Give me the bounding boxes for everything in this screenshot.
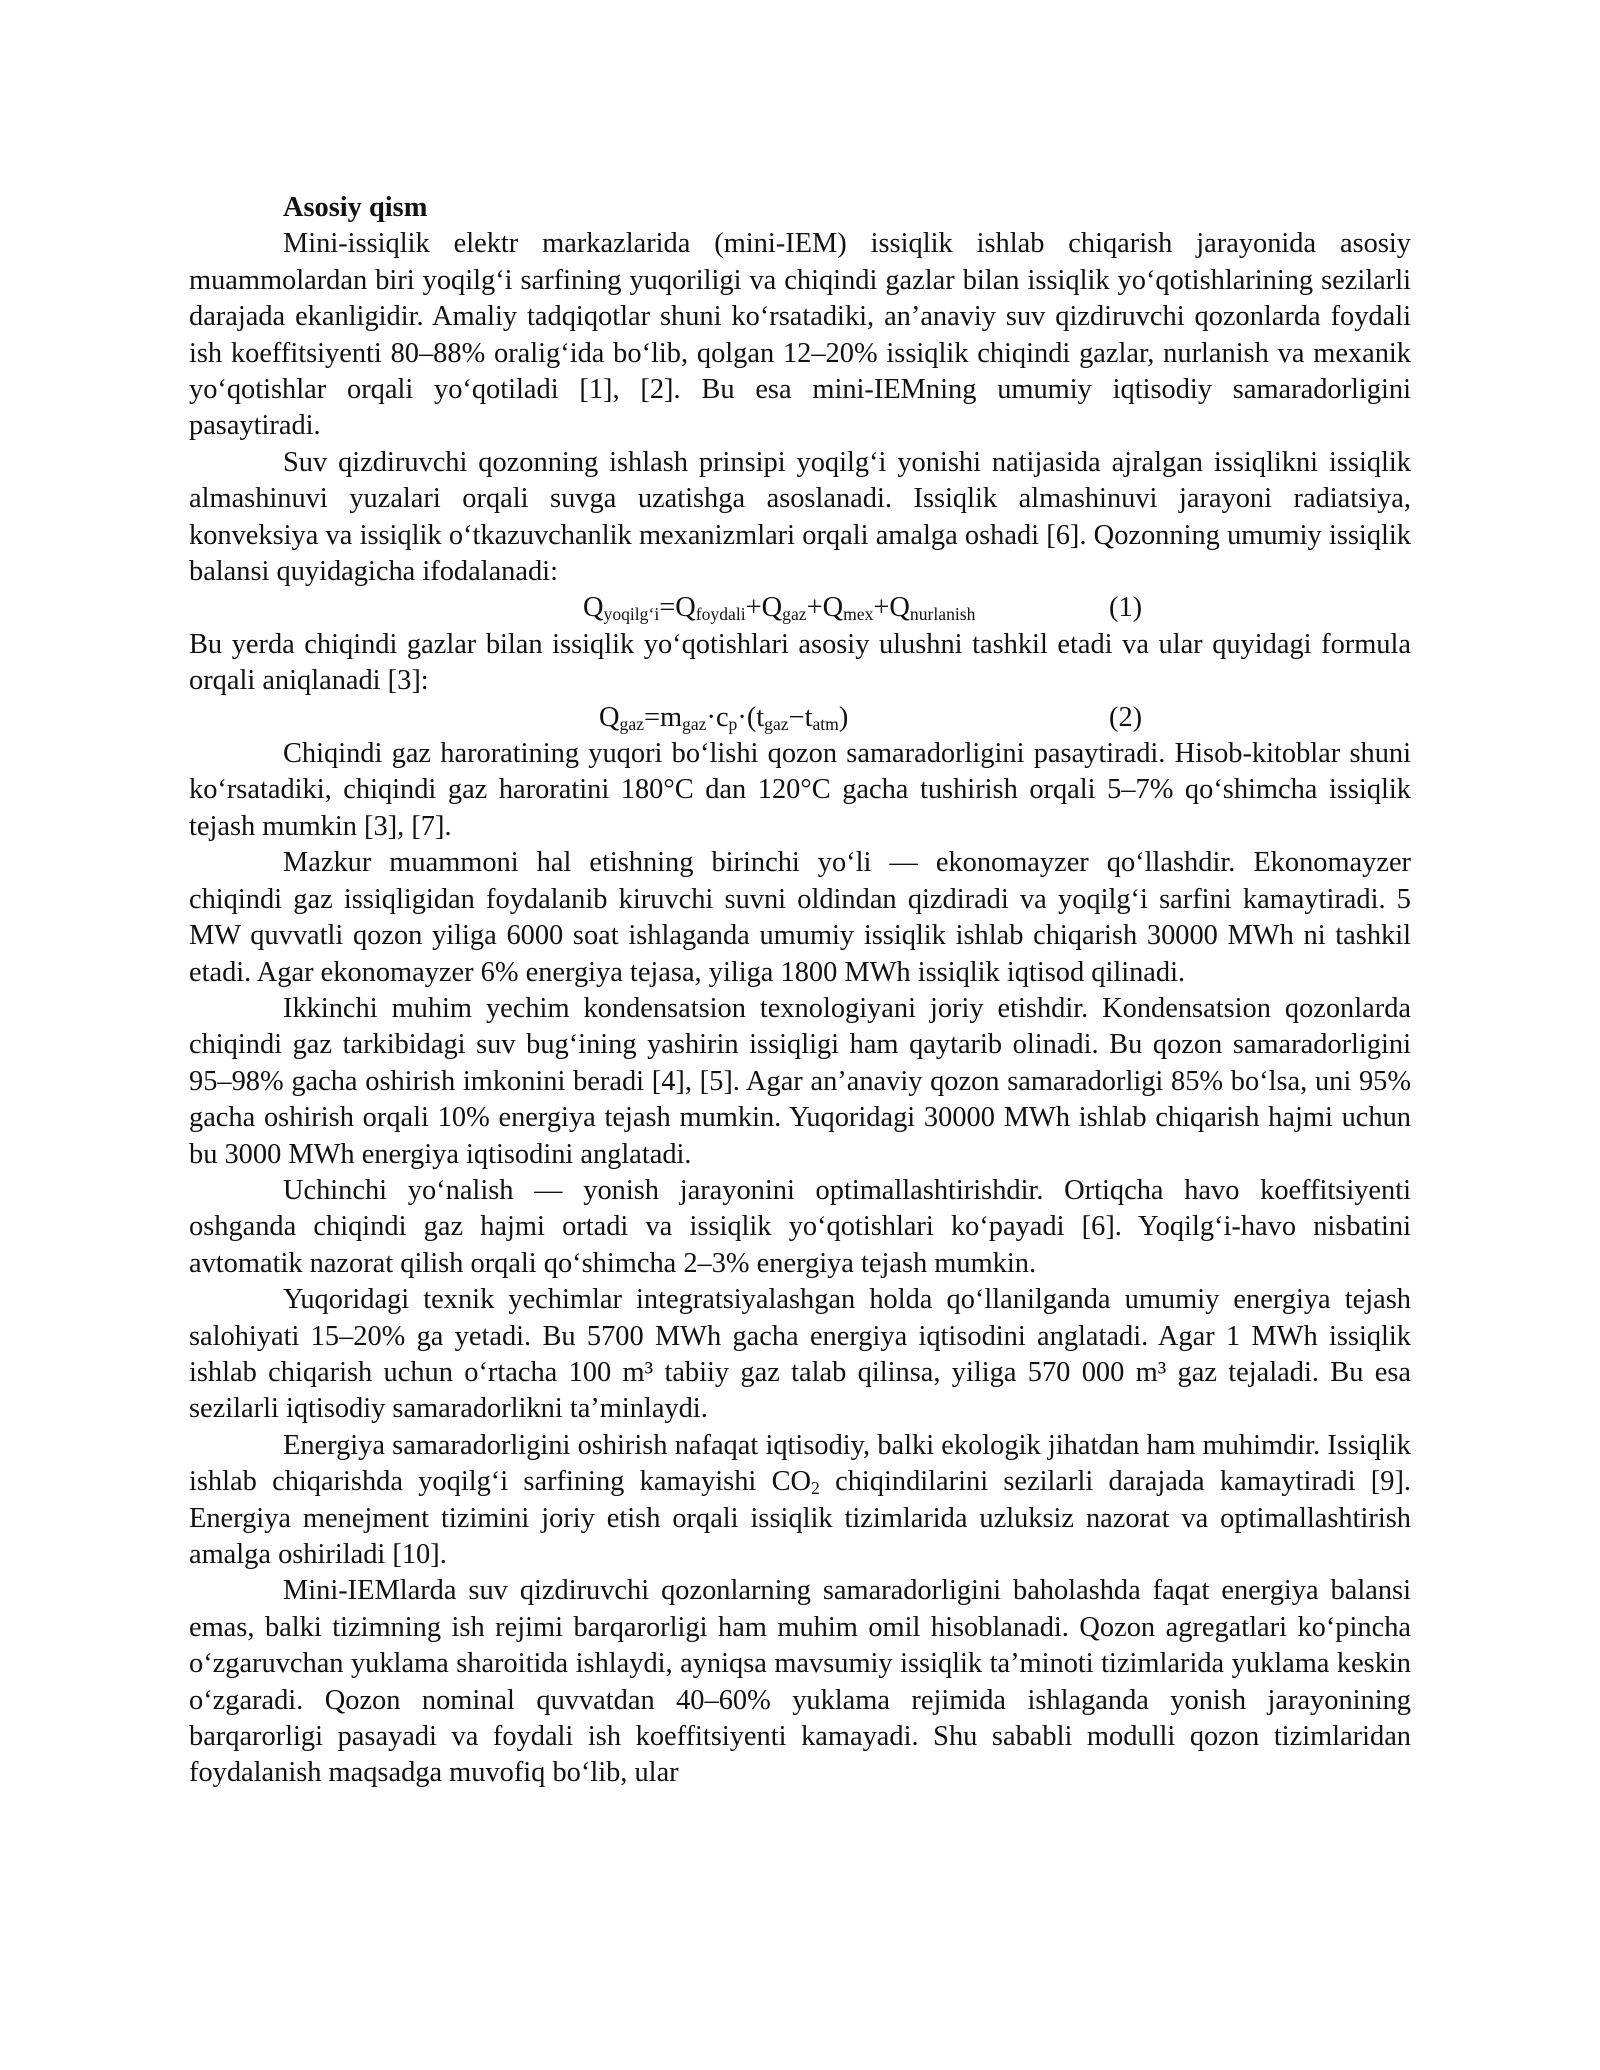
paragraph-integrated-savings: Yuqoridagi texnik yechimlar integratsiyalashgan holda qo‘llanilganda umumiy energiya tejash salohiyati 15–20% ga yetadi. Bu 5700 MWh gacha energiya iqtisodini anglatadi. Agar 1 MWh issiqlik ishlab chiqarish uchun o‘rtacha 100 m³ tabiiy gaz talab qilinsa, yiliga 570 000 m³ gaz tejaladi. Bu esa sezilarli iqtisodiy samaradorlikni ta’minlaydi. (189, 1284, 1411, 1425)
paragraph-combustion-optimization: Uchinchi yo‘nalish — yonish jarayonini optimallashtirishdir. Ortiqcha havo koeffitsiyenti oshganda chiqindi gaz hajmi ortadi va issiqlik yo‘qotishlari ko‘payadi [6]. Yoqilg‘i-havo nisbatini avtomatik nazorat qilish orqali qo‘shimcha 2–3% energiya tejash mumkin. (189, 1174, 1411, 1279)
formula-heat-balance (189, 590, 1411, 626)
formula-flue-gas-number: (2) (1109, 701, 1143, 733)
paragraph-intro: Mini-issiqlik elektr markazlarida (mini-IEM) issiqlik ishlab chiqarish jarayonida asosiy muammolardan biri yoqilg‘i sarfining yuqoriligi va chiqindi gazlar bilan issiqlik yo‘qotishlarining sezilarli darajada ekanligidir. Amaliy tadqiqotlar shuni ko‘rsatadiki, an’anaviy suv qizdiruvchi qozonlarda foydali ish koeffitsiyenti 80–88% oralig‘ida bo‘lib, qolgan 12–20% issiqlik chiqindi gazlar, nurlanish va mexanik yo‘qotishlar orqali yo‘qotiladi [1], [2]. Bu esa mini-IEMning umumiy iqtisodiy samaradorligini pasaytiradi. (189, 228, 1411, 442)
paragraph-flue-gas-losses: Bu yerda chiqindi gazlar bilan issiqlik yo‘qotishlari asosiy ulushni tashkil etadi va ular quyidagi formula orqali aniqlanadi [3]: (189, 628, 1411, 697)
section-heading: Asosiy qism (283, 192, 428, 223)
paragraph-boiler-principle: Suv qizdiruvchi qozonning ishlash prinsipi yoqilg‘i yonishi natijasida ajralgan issiqlikni issiqlik almashinuvi yuzalari orqali suvga uzatishga asoslanadi. Issiqlik almashinuvi jarayoni radiatsiya, konveksiya va issiqlik o‘tkazuvchanlik mexanizmlari orqali amalga oshadi [6]. Qozonning umumiy issiqlik balansi quyidagicha ifodalanadi: (189, 446, 1411, 588)
paragraph-flue-gas-temperature: Chiqindi gaz haroratining yuqori bo‘lishi qozon samaradorligini pasaytiradi. Hisob-kitoblar shuni ko‘rsatadiki, chiqindi gaz haroratini 180°C dan 120°C gacha tushirish orqali 5–7% qo‘shimcha issiqlik tejash mumkin [3], [7]. (189, 738, 1411, 842)
paragraph-ecological-benefit: Energiya samaradorligini oshirish nafaqat iqtisodiy, balki ekologik jihatdan ham muhimdir. Issiqlik ishlab chiqarishda yoqilg‘i sarfining kamayishi $CO_2$ chiqindilarini sezilarli darajada kamaytiradi [9]. Energiya menejment tizimini joriy etish orqali issiqlik tizimlarida uzluksiz nazorat va optimallashtirish amalga oshiriladi [10]. (189, 1429, 1411, 1570)
paragraph-economizer: Mazkur muammoni hal etishning birinchi yo‘li — ekonomayzer qo‘llashdir. Ekonomayzer chiqindi gaz issiqligidan foydalanib kiruvchi suvni oldindan qizdiradi va yoqilg‘i sarfini kamaytiradi. 5 MW quvvatli qozon yiliga 6000 soat ishlaganda umumiy issiqlik ishlab chiqarish 30000 MWh ni tashkil etadi. Agar ekonomayzer 6% energiya tejasa, yiliga 1800 MWh issiqlik iqtisod qilinadi. (189, 847, 1411, 988)
paragraph-operating-mode: Mini-IEMlarda suv qizdiruvchi qozonlarning samaradorligini baholashda faqat energiya balansi emas, balki tizimning ish rejimi barqarorligi ham muhim omil hisoblanadi. Qozon agregatlari ko‘pincha o‘zgaruvchan yuklama sharoitida ishlaydi, ayniqsa mavsumiy issiqlik ta’minoti tizimlarida yuklama keskin o‘zgaradi. Qozon nominal quvvatdan 40–60% yuklama rejimida ishlaganda yonish jarayonining barqarorligi pasayadi va foydali ish koeffitsiyenti kamayadi. Shu sababli modulli qozon tizimlaridan foydalanish maqsadga muvofiq bo‘lib, ular (189, 1575, 1411, 1789)
paragraph-condensing-technology: Ikkinchi muhim yechim kondensatsion texnologiyani joriy etishdir. Kondensatsion qozonlarda chiqindi gaz tarkibidagi suv bug‘ining yashirin issiqligi ham qaytarib olinadi. Bu qozon samaradorligini 95–98% gacha oshirish imkonini beradi [4], [5]. Agar an’anaviy qozon samaradorligi 85% bo‘lsa, uni 95% gacha oshirish orqali 10% energiya tejash mumkin. Yuqoridagi 30000 MWh ishlab chiqarish hajmi uchun bu 3000 MWh energiya iqtisodini anglatadi. (189, 992, 1411, 1170)
formula-flue-gas (189, 700, 1411, 736)
document-page (189, 190, 1411, 1792)
formula-flue-gas-expression: $Q_{gaz}=m_{gaz}\cdot c_p\cdot(t_{gaz}-t_{atm})$ (599, 701, 849, 734)
formula-heat-balance-expression: $Q_{yoqilg‘i}=Q_{foydali}+Q_{gaz}+Q_{mex}+Q_{nurlanish}$ (583, 592, 976, 625)
formula-heat-balance-number: (1) (1109, 592, 1143, 624)
